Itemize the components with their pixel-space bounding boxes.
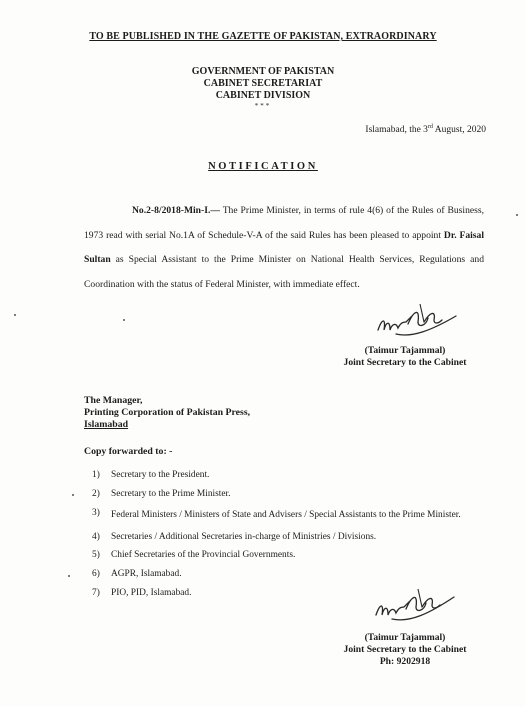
list-item (92, 508, 482, 520)
government-line-2: CABINET SECRETARIAT (203, 78, 323, 89)
list-item-number: 7) (92, 588, 100, 598)
date-prefix: Islamabad, the 3 (365, 125, 428, 136)
notification-title (0, 161, 526, 172)
date-rest: August, 2020 (432, 125, 486, 136)
signatory-2-title: Joint Secretary to the Cabinet (343, 644, 467, 655)
list-item-number: 3) (92, 508, 100, 518)
signature-1-icon (372, 300, 462, 346)
scan-speck (72, 494, 74, 496)
copy-forwarded-label: Copy forwarded to: - (84, 446, 173, 457)
government-line-1: GOVERNMENT OF PAKISTAN (191, 66, 335, 77)
list-item (92, 489, 231, 499)
notification-title-text: NOTIFICATION (208, 161, 318, 172)
gazette-header: TO BE PUBLISHED IN THE GAZETTE OF PAKISTAN, EXTRAORDINARY (89, 31, 437, 42)
signatory-1-title: Joint Secretary to the Cabinet (343, 357, 467, 368)
addressee-line-1: The Manager, (84, 395, 143, 406)
notification-text-2: as Special Assistant to the Prime Minister on National Health Services, Regulations and Coordination with the status of Federal Minister, with immediate effect. (84, 254, 484, 290)
list-item-number: 5) (92, 550, 100, 560)
government-heading (0, 66, 526, 102)
signatory-2-name: (Taimur Tajammal) (364, 632, 446, 643)
signatory-2-block (330, 632, 480, 668)
scan-speck (516, 214, 518, 216)
list-item-number: 2) (92, 489, 100, 499)
list-item-number: 6) (92, 569, 100, 579)
appointee-name: Dr. Faisal Sultan (84, 229, 484, 265)
list-item-text: Secretary to the President. (111, 470, 210, 480)
list-item (92, 569, 182, 579)
issue-date (365, 124, 486, 135)
addressee-block (84, 395, 250, 431)
list-item (92, 532, 376, 542)
scan-speck (14, 314, 16, 316)
signatory-1-name: (Taimur Tajammal) (364, 345, 446, 356)
signatory-1-block (330, 345, 480, 369)
list-item (92, 550, 295, 560)
list-item (92, 588, 191, 598)
government-line-3: CABINET DIVISION (215, 90, 311, 101)
scan-speck (68, 575, 70, 577)
list-item-text: AGPR, Islamabad. (111, 569, 182, 579)
list-item-text: Federal Ministers / Ministers of State and Advisers / Special Assistants to the Prime Minister. (111, 510, 461, 520)
notification-text-1: The Prime Minister, in terms of rule 4(6) of the Rules of Business, 1973 read with serial No.1A of Schedule-V-A of the said Rules has been pleased to appoint (84, 205, 484, 241)
list-item-text: Chief Secretaries of the Provincial Governments. (111, 550, 296, 560)
notification-number: No.2-8/2018-Min-I.— (132, 205, 220, 216)
signatory-2-phone: Ph: 9202918 (379, 656, 431, 667)
date-suffix: rd (427, 124, 433, 130)
addressee-line-3: Islamabad (84, 419, 129, 430)
list-item-number: 4) (92, 532, 100, 542)
notification-body (84, 199, 484, 297)
list-item-text: PIO, PID, Islamabad. (111, 588, 192, 598)
list-item-number: 1) (92, 470, 100, 480)
list-item (92, 470, 209, 480)
addressee-line-2: Printing Corporation of Pakistan Press, (84, 407, 251, 418)
list-item-text: Secretary to the Prime Minister. (111, 489, 231, 499)
heading-stars: *** (254, 102, 272, 110)
list-item-text: Secretaries / Additional Secretaries in-charge of Ministries / Divisions. (111, 532, 377, 542)
scan-speck (123, 319, 125, 321)
signature-2-icon (370, 585, 460, 631)
